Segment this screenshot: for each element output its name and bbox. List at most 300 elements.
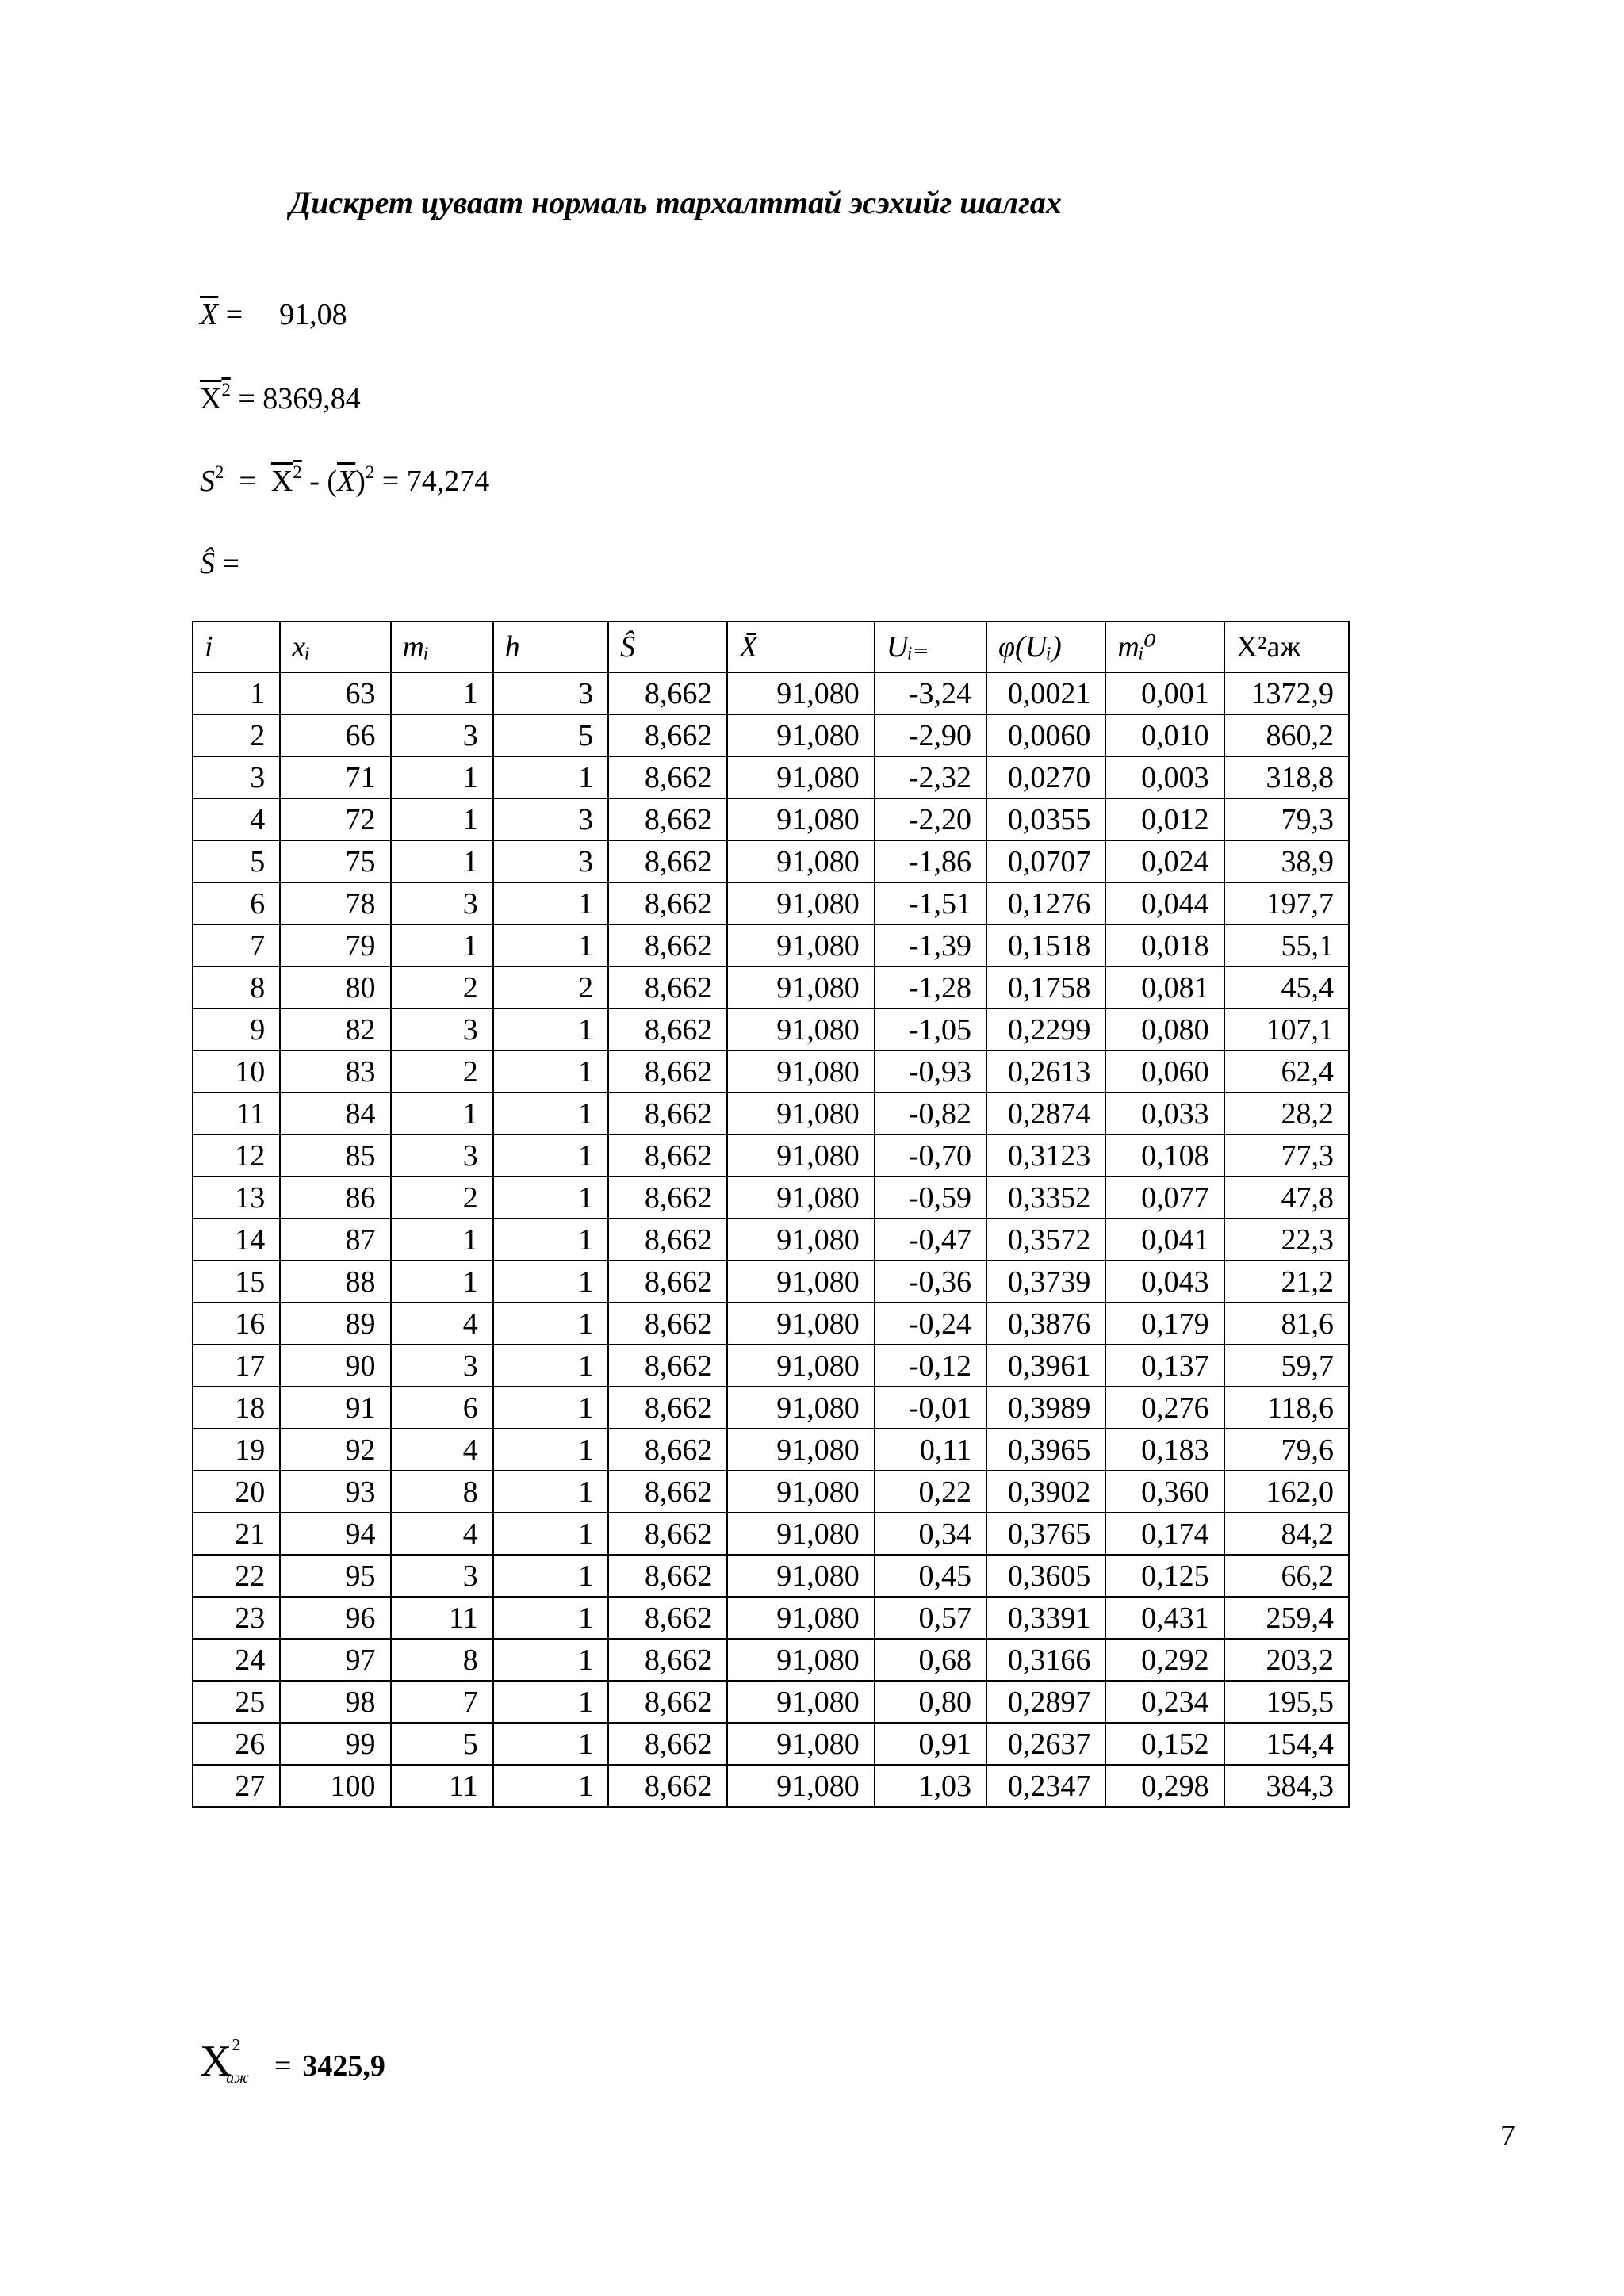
table-cell: 22 (193, 1555, 280, 1597)
table-cell: 23 (193, 1597, 280, 1639)
variance-value: 74,274 (406, 465, 490, 498)
table-cell: -0,12 (875, 1345, 986, 1387)
table-cell: 0,2637 (986, 1723, 1105, 1765)
table-row (193, 1345, 1349, 1387)
column-header: φ(Uᵢ) (986, 622, 1105, 672)
table-cell: 1 (493, 1261, 608, 1303)
table-cell: 3 (391, 1135, 493, 1177)
table-cell: -1,28 (875, 966, 986, 1008)
chi-square-value: 3425,9 (302, 2049, 385, 2083)
table-cell: 162,0 (1224, 1471, 1349, 1513)
table-cell: 63 (280, 672, 390, 714)
table-cell: 1 (493, 1765, 608, 1807)
table-cell: 91,080 (727, 714, 874, 756)
table-cell: 91,080 (727, 1093, 874, 1135)
table-cell: 25 (193, 1681, 280, 1723)
table-cell: 91,080 (727, 1555, 874, 1597)
table-cell: 20 (193, 1471, 280, 1513)
table-row (193, 1597, 1349, 1639)
table-row (193, 672, 1349, 714)
table-cell: 0,081 (1105, 966, 1224, 1008)
table-cell: 91,080 (727, 1723, 874, 1765)
table-cell: 1 (391, 924, 493, 966)
table-cell: 0,360 (1105, 1471, 1224, 1513)
table-cell: -1,39 (875, 924, 986, 966)
table-cell: 107,1 (1224, 1008, 1349, 1050)
table-cell: 1 (493, 756, 608, 798)
table-cell: 3 (193, 756, 280, 798)
table-cell: 1 (193, 672, 280, 714)
table-cell: 5 (193, 840, 280, 882)
table-cell: 0,431 (1105, 1597, 1224, 1639)
table-cell: 7 (391, 1681, 493, 1723)
table-cell: 6 (193, 882, 280, 924)
table-cell: 79 (280, 924, 390, 966)
table-cell: 8,662 (608, 882, 727, 924)
table-cell: 3 (391, 1008, 493, 1050)
table-cell: 0,044 (1105, 882, 1224, 924)
table-cell: 78 (280, 882, 390, 924)
table-cell: 9 (193, 1008, 280, 1050)
table-cell: 91,080 (727, 1387, 874, 1429)
chi-symbol: X (200, 2037, 232, 2086)
table-cell: 8 (391, 1639, 493, 1681)
table-cell: 91,080 (727, 840, 874, 882)
variance-formula: $S^2 = X^2 - (\overline{X})^2 = 74,274$ (200, 462, 490, 498)
table-row (193, 966, 1349, 1008)
table-cell: 3 (493, 798, 608, 840)
table-cell: 0,68 (875, 1639, 986, 1681)
table-cell: 84,2 (1224, 1513, 1349, 1555)
table-cell: -2,90 (875, 714, 986, 756)
table-cell: 1,03 (875, 1765, 986, 1807)
table-cell: 8,662 (608, 1345, 727, 1387)
table-row (193, 798, 1349, 840)
table-row (193, 840, 1349, 882)
table-cell: 45,4 (1224, 966, 1349, 1008)
table-cell: 1 (391, 1219, 493, 1261)
table-cell: 1 (493, 1050, 608, 1093)
table-cell: 0,1518 (986, 924, 1105, 966)
table-cell: 1 (493, 1303, 608, 1345)
table-cell: 0,077 (1105, 1177, 1224, 1219)
table-cell: 8,662 (608, 1008, 727, 1050)
table-cell: 0,024 (1105, 840, 1224, 882)
table-cell: -1,05 (875, 1008, 986, 1050)
table-cell: 0,80 (875, 1681, 986, 1723)
table-cell: 55,1 (1224, 924, 1349, 966)
table-cell: 0,292 (1105, 1639, 1224, 1681)
table-row (193, 756, 1349, 798)
table-cell: 0,3765 (986, 1513, 1105, 1555)
table-cell: 0,2874 (986, 1093, 1105, 1135)
table-cell: 0,012 (1105, 798, 1224, 840)
table-cell: 1 (493, 1471, 608, 1513)
table-cell: 1 (391, 672, 493, 714)
table-cell: 8,662 (608, 756, 727, 798)
table-row (193, 1555, 1349, 1597)
table-cell: 1 (493, 1681, 608, 1723)
table-cell: 1 (493, 1177, 608, 1219)
table-cell: 79,3 (1224, 798, 1349, 840)
table-cell: 0,1276 (986, 882, 1105, 924)
table-cell: 75 (280, 840, 390, 882)
table-cell: 1 (493, 1093, 608, 1135)
table-cell: 0,183 (1105, 1429, 1224, 1471)
table-cell: 0,001 (1105, 672, 1224, 714)
table-cell: 0,2299 (986, 1008, 1105, 1050)
table-cell: 91,080 (727, 798, 874, 840)
table-cell: 1 (493, 924, 608, 966)
table-cell: 3 (493, 840, 608, 882)
table-cell: -0,24 (875, 1303, 986, 1345)
table-cell: -0,01 (875, 1387, 986, 1429)
table-cell: 3 (391, 714, 493, 756)
s-hat-formula: Ŝ = (200, 547, 239, 580)
table-cell: 2 (391, 1177, 493, 1219)
chi-sup: 2 (232, 2035, 241, 2055)
table-cell: 95 (280, 1555, 390, 1597)
table-cell: 12 (193, 1135, 280, 1177)
table-cell: 1 (391, 1093, 493, 1135)
table-cell: 91,080 (727, 1681, 874, 1723)
table-row (193, 1723, 1349, 1765)
table-cell: 0,57 (875, 1597, 986, 1639)
table-cell: 11 (391, 1765, 493, 1807)
table-cell: 8,662 (608, 1639, 727, 1681)
table-cell: -0,70 (875, 1135, 986, 1177)
table-cell: 0,174 (1105, 1513, 1224, 1555)
table-row (193, 1261, 1349, 1303)
table-cell: 0,0355 (986, 798, 1105, 840)
table-cell: 0,3391 (986, 1597, 1105, 1639)
table-cell: 8,662 (608, 924, 727, 966)
table-cell: 26 (193, 1723, 280, 1765)
table-cell: 0,0021 (986, 672, 1105, 714)
table-cell: 59,7 (1224, 1345, 1349, 1387)
table-cell: 13 (193, 1177, 280, 1219)
table-cell: 87 (280, 1219, 390, 1261)
table-cell: 91,080 (727, 1135, 874, 1177)
table-cell: 0,11 (875, 1429, 986, 1471)
table-cell: 0,234 (1105, 1681, 1224, 1723)
column-header: Ŝ (608, 622, 727, 672)
table-cell: 72 (280, 798, 390, 840)
table-cell: 2 (391, 1050, 493, 1093)
table-cell: 91,080 (727, 1513, 874, 1555)
table-cell: 0,3572 (986, 1219, 1105, 1261)
table-cell: 80 (280, 966, 390, 1008)
table-cell: 8,662 (608, 966, 727, 1008)
table-cell: 8,662 (608, 1723, 727, 1765)
table-cell: 84 (280, 1093, 390, 1135)
table-cell: 38,9 (1224, 840, 1349, 882)
table-cell: 82 (280, 1008, 390, 1050)
table-cell: 28,2 (1224, 1093, 1349, 1135)
table-cell: 8,662 (608, 1387, 727, 1429)
table-cell: 8,662 (608, 1471, 727, 1513)
table-cell: 1 (493, 1219, 608, 1261)
table-cell: 0,003 (1105, 756, 1224, 798)
table-cell: -0,93 (875, 1050, 986, 1093)
table-cell: 16 (193, 1303, 280, 1345)
table-cell: 1 (493, 1639, 608, 1681)
table-cell: 91,080 (727, 1429, 874, 1471)
table-row (193, 1050, 1349, 1093)
table-cell: 91,080 (727, 1050, 874, 1093)
table-cell: 93 (280, 1471, 390, 1513)
table-cell: 1 (391, 798, 493, 840)
table-cell: -0,47 (875, 1219, 986, 1261)
table-cell: 3 (391, 882, 493, 924)
table-cell: 21,2 (1224, 1261, 1349, 1303)
column-header: X²аж (1224, 622, 1349, 672)
table-cell: 17 (193, 1345, 280, 1387)
table-cell: 8,662 (608, 840, 727, 882)
column-header: Uᵢ₌ (875, 622, 986, 672)
table-cell: 90 (280, 1345, 390, 1387)
table-cell: 8,662 (608, 1513, 727, 1555)
table-cell: 85 (280, 1135, 390, 1177)
table-cell: -0,82 (875, 1093, 986, 1135)
table-row (193, 1093, 1349, 1135)
table-cell: 8,662 (608, 672, 727, 714)
table-cell: 4 (391, 1513, 493, 1555)
table-cell: 96 (280, 1597, 390, 1639)
table-cell: -1,86 (875, 840, 986, 882)
table-cell: 91,080 (727, 924, 874, 966)
table-cell: 91,080 (727, 672, 874, 714)
table-cell: 8,662 (608, 1681, 727, 1723)
table-cell: 8,662 (608, 1555, 727, 1597)
column-header: xᵢ (280, 622, 390, 672)
table-cell: 1 (493, 1387, 608, 1429)
table-cell: 0,3166 (986, 1639, 1105, 1681)
table-cell: 98 (280, 1681, 390, 1723)
column-header: mᵢ (391, 622, 493, 672)
table-cell: 6 (391, 1387, 493, 1429)
table-cell: 91,080 (727, 1765, 874, 1807)
table-row (193, 1008, 1349, 1050)
table-cell: 0,2347 (986, 1765, 1105, 1807)
table-cell: 8,662 (608, 1135, 727, 1177)
table-cell: 1 (493, 1429, 608, 1471)
table-cell: 77,3 (1224, 1135, 1349, 1177)
table-cell: 1 (391, 840, 493, 882)
table-cell: 8,662 (608, 1303, 727, 1345)
table-cell: -1,51 (875, 882, 986, 924)
table-cell: 91 (280, 1387, 390, 1429)
table-cell: 91,080 (727, 1345, 874, 1387)
table-cell: 8 (193, 966, 280, 1008)
table-cell: 0,3961 (986, 1345, 1105, 1387)
table-row (193, 882, 1349, 924)
table-cell: 11 (391, 1597, 493, 1639)
table-cell: 0,060 (1105, 1050, 1224, 1093)
table-cell: 384,3 (1224, 1765, 1349, 1807)
table-cell: 8,662 (608, 1429, 727, 1471)
table-cell: -2,20 (875, 798, 986, 840)
table-cell: 99 (280, 1723, 390, 1765)
table-cell: 19 (193, 1429, 280, 1471)
table-cell: 1 (391, 1261, 493, 1303)
table-cell: 195,5 (1224, 1681, 1349, 1723)
table-cell: 4 (391, 1429, 493, 1471)
table-cell: 79,6 (1224, 1429, 1349, 1471)
table-row (193, 1513, 1349, 1555)
table-row (193, 1639, 1349, 1681)
table-cell: 154,4 (1224, 1723, 1349, 1765)
table-cell: 5 (391, 1723, 493, 1765)
table-cell: 0,3876 (986, 1303, 1105, 1345)
table-cell: 5 (493, 714, 608, 756)
page-number: 7 (1500, 2119, 1515, 2152)
table-cell: 0,179 (1105, 1303, 1224, 1345)
table-row (193, 1303, 1349, 1345)
table-cell: 118,6 (1224, 1387, 1349, 1429)
table-row (193, 1135, 1349, 1177)
table-cell: 8 (391, 1471, 493, 1513)
table-cell: 1 (493, 1513, 608, 1555)
table-cell: 1 (493, 1555, 608, 1597)
table-cell: 1372,9 (1224, 672, 1349, 714)
table-cell: 0,0707 (986, 840, 1105, 882)
table-cell: 91,080 (727, 882, 874, 924)
table-cell: 1 (493, 1597, 608, 1639)
table-cell: 92 (280, 1429, 390, 1471)
table-row (193, 1387, 1349, 1429)
table-cell: 18 (193, 1387, 280, 1429)
table-cell: 0,152 (1105, 1723, 1224, 1765)
table-cell: 318,8 (1224, 756, 1349, 798)
table-cell: 0,080 (1105, 1008, 1224, 1050)
mean-square-value: 8369,84 (262, 382, 361, 415)
table-cell: 197,7 (1224, 882, 1349, 924)
table-cell: 0,3352 (986, 1177, 1105, 1219)
table-cell: 0,298 (1105, 1765, 1224, 1807)
table-cell: 91,080 (727, 1261, 874, 1303)
table-cell: 62,4 (1224, 1050, 1349, 1093)
table-cell: 8,662 (608, 714, 727, 756)
table-cell: 3 (391, 1555, 493, 1597)
table-cell: 0,125 (1105, 1555, 1224, 1597)
table-cell: 0,041 (1105, 1219, 1224, 1261)
table-row (193, 1219, 1349, 1261)
table-cell: 1 (493, 1135, 608, 1177)
table-cell: 91,080 (727, 1597, 874, 1639)
table-row (193, 1765, 1349, 1807)
table-cell: 21 (193, 1513, 280, 1555)
table-cell: 27 (193, 1765, 280, 1807)
table-cell: 0,22 (875, 1471, 986, 1513)
table-cell: 0,043 (1105, 1261, 1224, 1303)
table-cell: 91,080 (727, 966, 874, 1008)
table-cell: 2 (391, 966, 493, 1008)
table-cell: 94 (280, 1513, 390, 1555)
table-cell: 0,2613 (986, 1050, 1105, 1093)
table-cell: 89 (280, 1303, 390, 1345)
table-cell: 259,4 (1224, 1597, 1349, 1639)
table-body (193, 672, 1349, 1807)
table-row (193, 1471, 1349, 1513)
table-cell: 91,080 (727, 756, 874, 798)
table-cell: 1 (493, 1008, 608, 1050)
table-cell: 0,2897 (986, 1681, 1105, 1723)
table-cell: 15 (193, 1261, 280, 1303)
table-cell: 0,033 (1105, 1093, 1224, 1135)
table-cell: 7 (193, 924, 280, 966)
table-cell: 1 (493, 882, 608, 924)
table-cell: 0,45 (875, 1555, 986, 1597)
table-cell: 0,34 (875, 1513, 986, 1555)
table-cell: -0,59 (875, 1177, 986, 1219)
table-cell: 1 (493, 1345, 608, 1387)
table-cell: 0,0060 (986, 714, 1105, 756)
table-cell: 81,6 (1224, 1303, 1349, 1345)
table-cell: 24 (193, 1639, 280, 1681)
table-cell: 0,276 (1105, 1387, 1224, 1429)
column-header: mᵢ⁰ (1105, 622, 1224, 672)
table-cell: 8,662 (608, 1765, 727, 1807)
table-cell: 97 (280, 1639, 390, 1681)
table-cell: 66 (280, 714, 390, 756)
table-cell: 4 (193, 798, 280, 840)
table-cell: 0,3989 (986, 1387, 1105, 1429)
table-cell: 0,010 (1105, 714, 1224, 756)
table-cell: 71 (280, 756, 390, 798)
table-cell: 8,662 (608, 1177, 727, 1219)
table-cell: 11 (193, 1093, 280, 1135)
mean-formula: $\overline{X} = 91,08$ (200, 298, 347, 331)
table-row (193, 1429, 1349, 1471)
table-row (193, 714, 1349, 756)
chi-sub: аж (226, 2069, 249, 2087)
table-cell: 8,662 (608, 1261, 727, 1303)
table-cell: 10 (193, 1050, 280, 1093)
table-cell: 91,080 (727, 1008, 874, 1050)
table-row (193, 924, 1349, 966)
table-cell: 203,2 (1224, 1639, 1349, 1681)
table-cell: 47,8 (1224, 1177, 1349, 1219)
table-cell: 8,662 (608, 1597, 727, 1639)
table-cell: 2 (193, 714, 280, 756)
table-cell: 86 (280, 1177, 390, 1219)
table-cell: 91,080 (727, 1471, 874, 1513)
column-header: X̄ (727, 622, 874, 672)
table-cell: -0,36 (875, 1261, 986, 1303)
table-cell: 91,080 (727, 1303, 874, 1345)
table-row (193, 1681, 1349, 1723)
mean-value: 91,08 (279, 298, 347, 331)
table-cell: 0,3965 (986, 1429, 1105, 1471)
table-cell: -3,24 (875, 672, 986, 714)
table-cell: 0,1758 (986, 966, 1105, 1008)
table-cell: 860,2 (1224, 714, 1349, 756)
table-cell: 1 (493, 1723, 608, 1765)
table-cell: 1 (391, 756, 493, 798)
table-cell: 8,662 (608, 1219, 727, 1261)
table-cell: 0,018 (1105, 924, 1224, 966)
table-cell: 91,080 (727, 1177, 874, 1219)
table-cell: 0,3739 (986, 1261, 1105, 1303)
table-cell: 8,662 (608, 1050, 727, 1093)
table-cell: 3 (391, 1345, 493, 1387)
table-cell: 88 (280, 1261, 390, 1303)
table-cell: 8,662 (608, 1093, 727, 1135)
table-cell: 0,108 (1105, 1135, 1224, 1177)
table-cell: 0,91 (875, 1723, 986, 1765)
table-cell: 3 (493, 672, 608, 714)
